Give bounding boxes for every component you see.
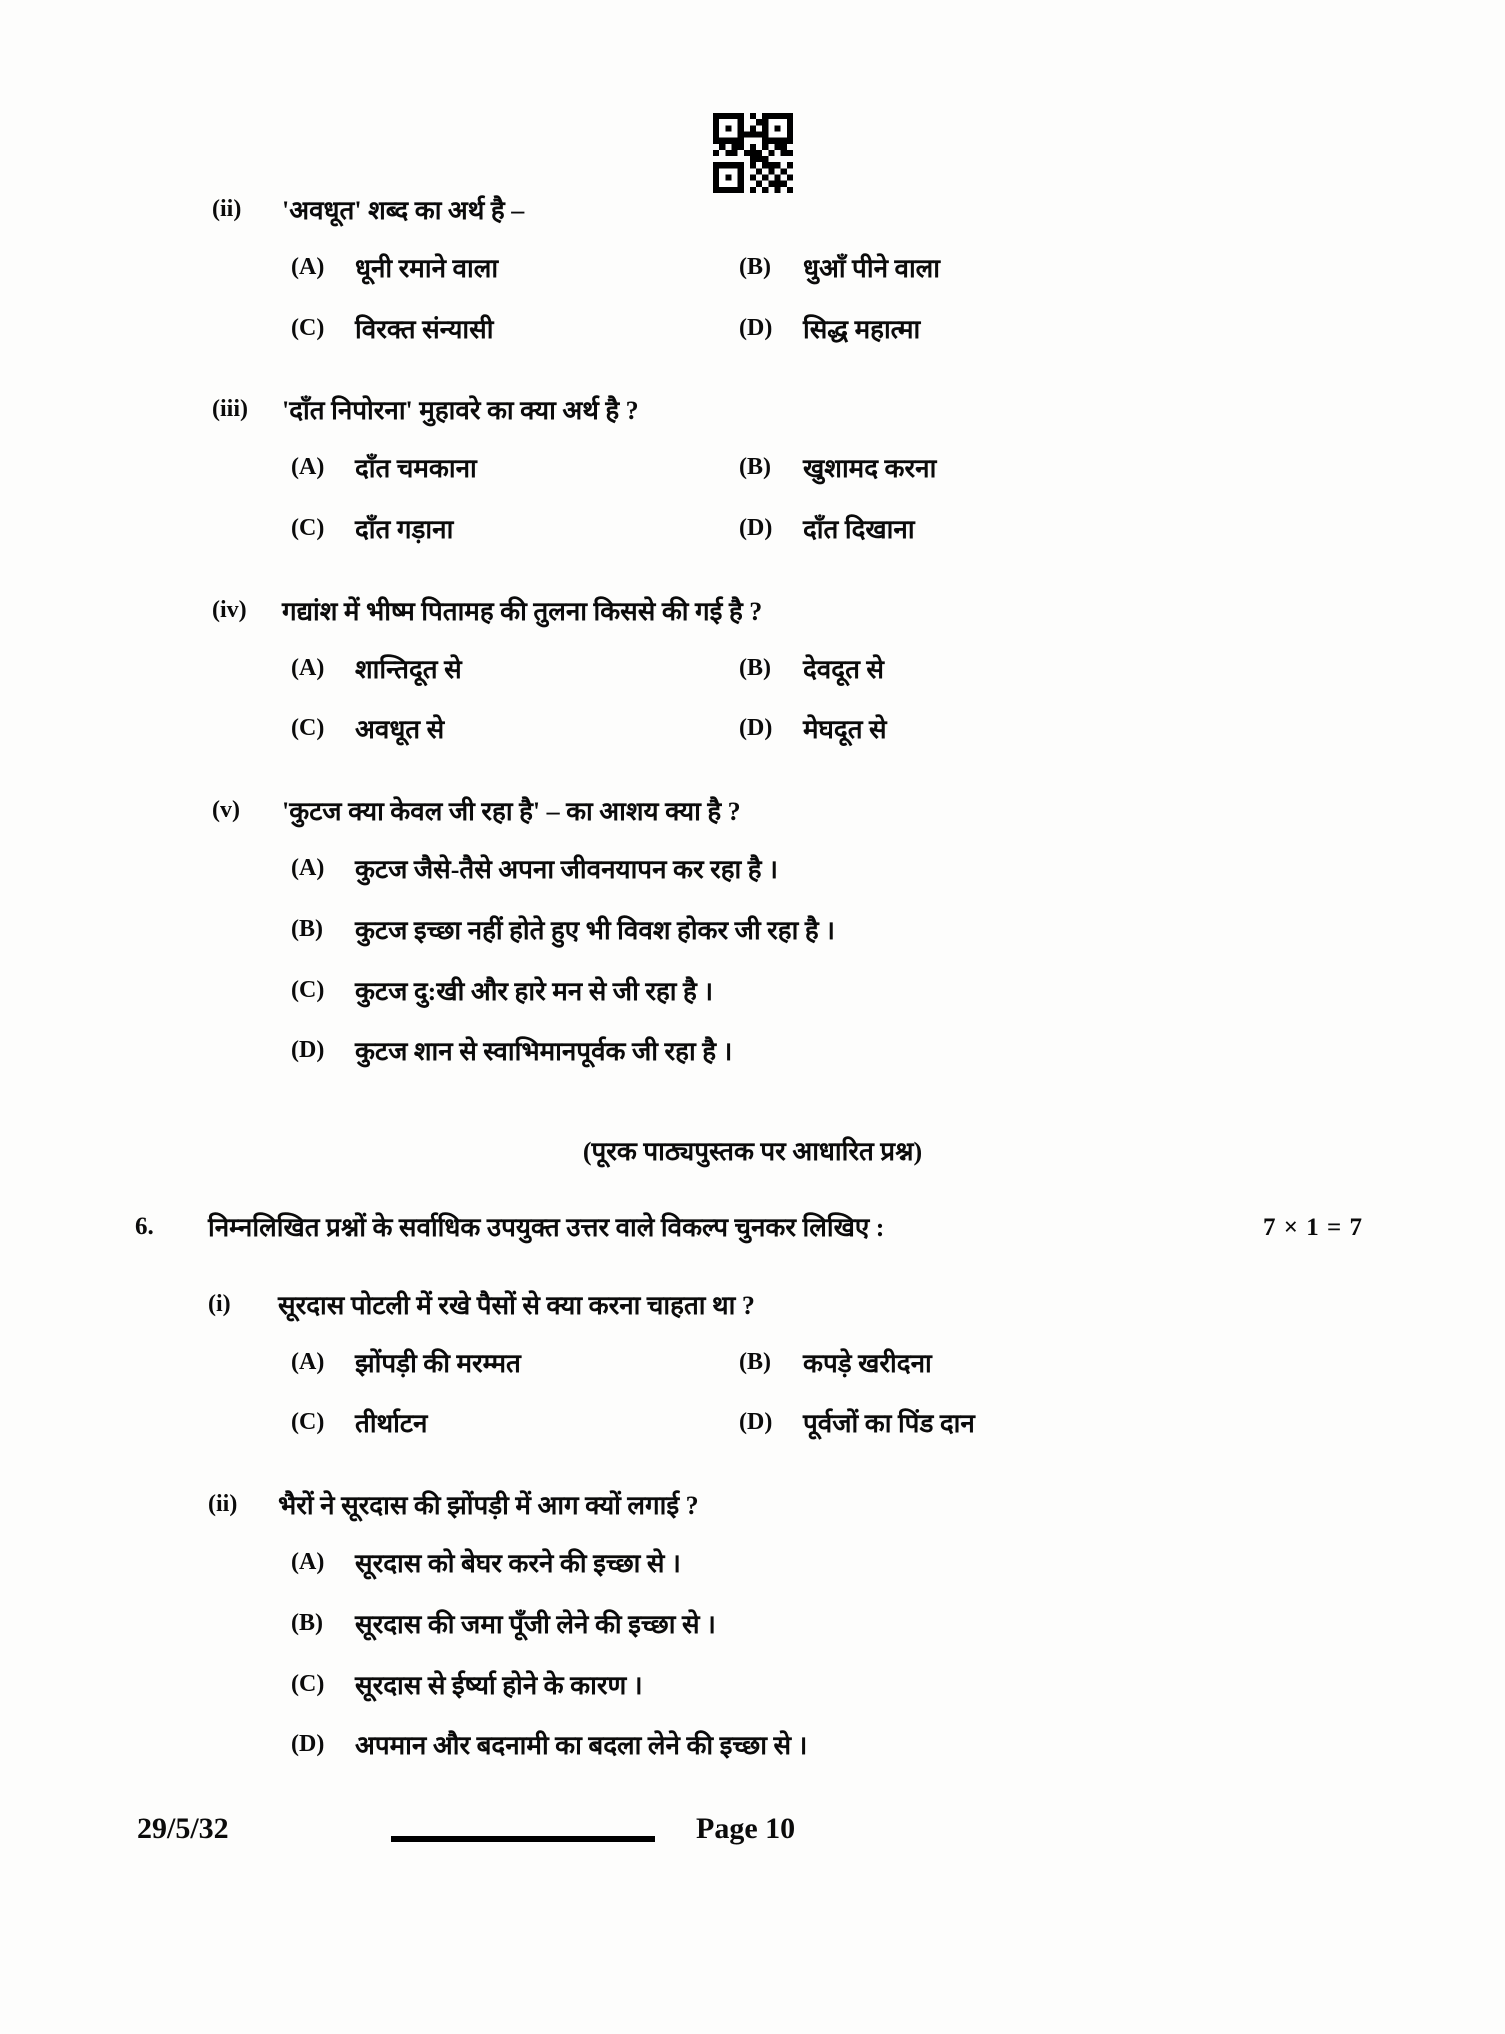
option-label: (C): [291, 1670, 325, 1697]
option-text: दाँत दिखाना: [803, 514, 915, 544]
section-heading: (पूरक पाठ्यपुस्तक पर आधारित प्रश्न): [582, 1137, 923, 1167]
option-d: [739, 713, 1365, 747]
option-text: देवदूत से: [803, 654, 884, 684]
option-label: (B): [739, 454, 771, 481]
question-line: [0, 394, 1505, 428]
option-d: [739, 513, 1365, 547]
option-b: [739, 1347, 1365, 1381]
question-text: गद्यांश में भीष्म पितामह की तुलना किससे की गई है ?: [282, 596, 763, 626]
option-d: [739, 1407, 1365, 1441]
option-label: (B): [739, 1348, 771, 1375]
option-c: [291, 975, 1365, 1009]
option-label: (C): [291, 514, 325, 541]
question-number: (v): [212, 797, 240, 824]
option-d: [739, 313, 1365, 347]
options-grid: [291, 1347, 1365, 1442]
option-c: [291, 313, 739, 347]
question-item-6-ii: [0, 1489, 1505, 1763]
option-label: (C): [291, 314, 325, 341]
option-label: (C): [291, 976, 325, 1003]
paper-code: 29/5/32: [137, 1812, 229, 1845]
question-number: 6.: [135, 1212, 154, 1240]
options-grid: [291, 252, 1365, 347]
question-number: (iv): [212, 596, 247, 623]
question-text: भैरों ने सूरदास की झोंपड़ी में आग क्यों लगाई ?: [278, 1491, 699, 1521]
options-grid: [291, 452, 1365, 547]
question-number: (iii): [212, 396, 248, 423]
option-label: (D): [739, 715, 773, 742]
question-item-5-v: [0, 795, 1505, 1069]
option-a: [291, 452, 739, 486]
option-a: [291, 252, 739, 286]
option-label: (B): [291, 1609, 323, 1636]
option-text: धुआँ पीने वाला: [803, 253, 941, 283]
page-number: Page 10: [696, 1812, 796, 1845]
marks-label: 7 × 1 = 7: [1263, 1213, 1363, 1241]
option-text: मेघदूत से: [803, 715, 887, 745]
option-text: धूनी रमाने वाला: [355, 253, 499, 283]
question-line: [0, 795, 1505, 829]
question-line: [0, 595, 1505, 629]
option-label: (A): [291, 253, 325, 280]
question-6-intro: [0, 1211, 1505, 1245]
option-text: कपड़े खरीदना: [803, 1348, 932, 1378]
option-b: [291, 914, 1365, 948]
option-text: कुटज इच्छा नहीं होते हुए भी विवश होकर जी रहा है ।: [355, 915, 836, 945]
option-text: पूर्वजों का पिंड दान: [803, 1409, 975, 1439]
option-label: (C): [291, 715, 325, 742]
question-item-5-iii: [0, 394, 1505, 546]
question-text: 'दाँत निपोरना' मुहावरे का क्या अर्थ है ?: [282, 396, 639, 426]
question-text: सूरदास पोटली में रखे पैसों से क्या करना चाहता था ?: [278, 1290, 755, 1320]
question-line: [0, 1289, 1505, 1323]
option-label: (B): [739, 654, 771, 681]
question-number: (ii): [212, 196, 242, 222]
option-text: सिद्ध महात्मा: [803, 314, 921, 344]
option-label: (A): [291, 854, 325, 881]
footer-divider: [391, 1836, 655, 1842]
options-grid: [291, 653, 1365, 748]
option-c: [291, 513, 739, 547]
question-number: (i): [208, 1290, 231, 1317]
option-label: (C): [291, 1409, 325, 1436]
option-b: [739, 252, 1365, 286]
option-label: (B): [291, 915, 323, 942]
option-text: झोंपड़ी की मरम्मत: [355, 1348, 521, 1378]
question-text: 'अवधूत' शब्द का अर्थ है –: [282, 196, 525, 225]
option-a: [291, 1547, 1365, 1581]
option-label: (D): [739, 514, 773, 541]
option-a: [291, 653, 739, 687]
option-c: [291, 713, 739, 747]
question-line: [0, 194, 1505, 228]
option-text: तीर्थाटन: [355, 1409, 428, 1439]
option-text: सूरदास को बेघर करने की इच्छा से ।: [355, 1548, 681, 1578]
option-text: सूरदास से ईर्ष्या होने के कारण ।: [355, 1670, 643, 1700]
option-c: [291, 1669, 1365, 1703]
options-list: [291, 1547, 1365, 1763]
option-text: विरक्त संन्यासी: [355, 314, 494, 344]
option-text: दाँत गड़ाना: [355, 514, 454, 544]
option-b: [739, 452, 1365, 486]
option-label: (B): [739, 253, 771, 280]
option-a: [291, 1347, 739, 1381]
option-text: कुटज दु:खी और हारे मन से जी रहा है ।: [355, 976, 714, 1006]
option-label: (D): [739, 1409, 773, 1436]
option-text: दाँत चमकाना: [355, 454, 477, 484]
option-b: [739, 653, 1365, 687]
option-label: (D): [291, 1037, 325, 1064]
question-line: [0, 1489, 1505, 1523]
option-label: (A): [291, 1548, 325, 1575]
question-text: 'कुटज क्या केवल जी रहा है' – का आशय क्या है ?: [282, 797, 741, 827]
option-label: (D): [739, 314, 773, 341]
option-label: (A): [291, 454, 325, 481]
page-content: [0, 194, 1505, 1811]
option-b: [291, 1608, 1365, 1642]
question-number: (ii): [208, 1491, 238, 1518]
qr-code-icon: [713, 113, 793, 193]
option-a: [291, 853, 1365, 887]
question-item-5-iv: [0, 595, 1505, 747]
option-c: [291, 1407, 739, 1441]
option-text: खुशामद करना: [803, 454, 937, 484]
question-item-5-ii: [0, 194, 1505, 346]
option-text: शान्तिदूत से: [355, 654, 462, 684]
question-item-6-i: [0, 1289, 1505, 1441]
option-label: (D): [291, 1731, 325, 1758]
question-text: निम्नलिखित प्रश्नों के सर्वाधिक उपयुक्त उत्तर वाले विकल्प चुनकर लिखिए :: [208, 1212, 885, 1242]
option-label: (A): [291, 654, 325, 681]
page-footer: [0, 1812, 1505, 1882]
options-list: [291, 853, 1365, 1069]
option-text: सूरदास की जमा पूँजी लेने की इच्छा से ।: [355, 1609, 716, 1639]
option-d: [291, 1035, 1365, 1069]
option-label: (A): [291, 1348, 325, 1375]
option-text: अवधूत से: [355, 715, 445, 745]
option-d: [291, 1729, 1365, 1763]
option-text: कुटज जैसे-तैसे अपना जीवनयापन कर रहा है ।: [355, 854, 778, 884]
option-text: कुटज शान से स्वाभिमानपूर्वक जी रहा है ।: [355, 1037, 733, 1067]
option-text: अपमान और बदनामी का बदला लेने की इच्छा से ।: [355, 1731, 808, 1761]
